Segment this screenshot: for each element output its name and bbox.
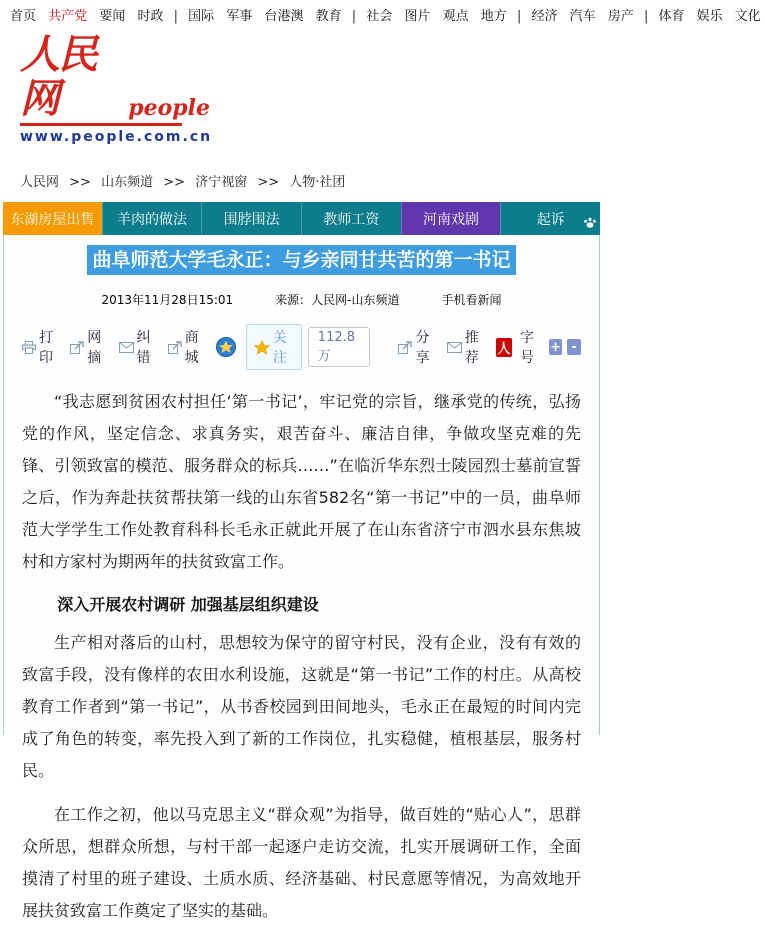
- people-daily-icon[interactable]: 人: [496, 338, 512, 357]
- nav-separator: |: [351, 9, 357, 24]
- nav-separator: |: [173, 9, 179, 24]
- breadcrumb-people-groups[interactable]: 人物·社团: [289, 175, 346, 190]
- nav-separator: |: [516, 9, 522, 24]
- breadcrumb-jining[interactable]: 济宁视窗: [195, 175, 248, 190]
- nav-item-economy[interactable]: 经济: [531, 9, 558, 24]
- tab-label: 羊肉的做法: [117, 211, 187, 228]
- mall-button[interactable]: [168, 327, 206, 367]
- tab-donghu-housing[interactable]: [3, 202, 102, 235]
- article-title: 曲阜师范大学毛永正：与乡亲同甘共苦的第一书记: [87, 245, 515, 275]
- digest-label: 网摘: [87, 330, 102, 366]
- nav-separator: |: [643, 9, 649, 24]
- breadcrumb-shandong[interactable]: 山东频道: [101, 175, 154, 190]
- nav-item-realestate[interactable]: 房产: [607, 9, 634, 24]
- nav-item-pictures[interactable]: 图片: [404, 9, 431, 24]
- export-icon: [168, 341, 182, 354]
- nav-item-politics[interactable]: 时政: [137, 9, 164, 24]
- article-source[interactable]: 来源：人民网-山东频道: [275, 293, 400, 307]
- logo-zh-text: 人民网: [20, 31, 96, 122]
- logo-url: www.people.com.cn: [20, 129, 213, 145]
- nav-item-military[interactable]: 军事: [226, 9, 253, 24]
- article-toolbar: [18, 330, 585, 366]
- tab-mutton-recipe[interactable]: [102, 202, 202, 235]
- nav-item-culture[interactable]: 文化: [734, 9, 761, 24]
- tab-label: 起诉: [536, 211, 565, 228]
- logo-underline: [20, 123, 182, 126]
- font-size-label: 字号: [519, 330, 534, 366]
- share-button[interactable]: [398, 327, 436, 367]
- breadcrumb-separator: >>: [163, 175, 186, 190]
- section-heading: 深入开展农村调研 加强基层组织建设: [57, 595, 319, 614]
- mail-icon: [447, 342, 462, 353]
- print-label: 打印: [39, 330, 53, 366]
- follow-star-icon: [254, 340, 270, 355]
- paragraph-2: 生产相对落后的山村，思想较为保守的留守村民，没有企业，没有有效的致富手段，没有像样的农田水利设施，这就是“第一书记”工作的村庄。从高校教育工作者到“第一书记”，从书香校园到田间地头，毛永正在最短的时间内完成了角色的转变，率先投入到了新的工作岗位，扎实稳健，植根基层，服务村民。: [22, 633, 581, 780]
- tab-henan-opera[interactable]: [401, 202, 501, 235]
- tab-label: 围脖围法: [223, 211, 280, 228]
- mall-label: 商城: [184, 330, 199, 366]
- logo-en-text: people: [128, 95, 210, 121]
- web-digest-button[interactable]: [70, 327, 108, 367]
- tab-label: 河南戏剧: [423, 211, 480, 228]
- recommend-button[interactable]: [447, 327, 486, 367]
- correction-label: 纠错: [136, 330, 151, 366]
- nav-item-education[interactable]: 教育: [315, 9, 342, 24]
- article-meta: [18, 291, 585, 308]
- qzone-star-icon: [216, 337, 236, 357]
- follow-button[interactable]: [246, 324, 302, 370]
- tab-label: 教师工资: [323, 211, 380, 228]
- keyword-tab-bar: [3, 202, 600, 235]
- qzone-share-button[interactable]: [216, 337, 236, 357]
- follow-label: 关注: [272, 330, 287, 366]
- nav-item-society[interactable]: 社会: [366, 9, 393, 24]
- top-nav: [0, 0, 761, 27]
- share-label: 分享: [415, 330, 430, 366]
- article-body: [18, 386, 585, 927]
- font-increase-button[interactable]: +: [550, 339, 562, 355]
- export-icon: [70, 341, 84, 354]
- nav-item-local[interactable]: 地方: [480, 9, 507, 24]
- tab-lawsuit[interactable]: [500, 202, 600, 235]
- nav-item-entertainment[interactable]: 娱乐: [696, 9, 723, 24]
- nav-item-sports[interactable]: 体育: [658, 9, 685, 24]
- nav-item-world[interactable]: 国际: [188, 9, 215, 24]
- article-content-box: [3, 235, 600, 920]
- site-logo[interactable]: [0, 27, 213, 145]
- breadcrumb-separator: >>: [257, 175, 280, 190]
- paragraph-3: 在工作之初，他以马克思主义“群众观”为指导，做百姓的“贴心人”，思群众所思，想群众所想，与村干部一起逐户走访交流，扎实开展调研工作，全面摸清了村里的班子建设、土质水质、经济基础、村民意愿等情况，为高效地开展扶贫致富工作奠定了坚实的基础。: [22, 805, 581, 920]
- recommend-label: 推荐: [464, 330, 479, 366]
- follower-count-badge: 112.8万: [308, 327, 371, 367]
- nav-item-news[interactable]: 要闻: [99, 9, 126, 24]
- nav-item-party[interactable]: 共产党: [48, 9, 88, 24]
- breadcrumb: [0, 171, 603, 190]
- mobile-news-link[interactable]: 手机看新闻: [441, 293, 502, 307]
- nav-item-auto[interactable]: 汽车: [569, 9, 596, 24]
- tab-scarf-tying[interactable]: [201, 202, 301, 235]
- breadcrumb-separator: >>: [69, 175, 91, 190]
- paw-icon: [583, 216, 597, 233]
- printer-icon: [22, 341, 36, 354]
- breadcrumb-people[interactable]: 人民网: [20, 175, 60, 190]
- tab-teacher-salary[interactable]: [301, 202, 401, 235]
- error-report-button[interactable]: [119, 327, 158, 367]
- paragraph-1: “我志愿到贫困农村担任‘第一书记’，牢记党的宗旨，继承党的传统，弘扬党的作风，坚定信念、求真务实，艰苦奋斗、廉洁自律，争做攻坚克难的先锋、引领致富的模范、服务群众的标兵……”在临沂华东烈士陵园烈士墓前宣誓之后，作为奔赴扶贫帮扶第一线的山东省582名“第一书记”中的一员，曲阜师范大学学生工作处教育科科长毛永正就此开展了在山东省济宁市泗水县东焦坡村和方家村为期两年的扶贫致富工作。: [22, 392, 581, 571]
- export-icon: [398, 341, 412, 354]
- article-date: 2013年11月28日15:01: [101, 293, 234, 307]
- mail-icon: [119, 342, 134, 353]
- nav-item-opinion[interactable]: 观点: [442, 9, 469, 24]
- nav-item-home[interactable]: 首页: [10, 9, 37, 24]
- tab-label: 东湖房屋出售: [10, 211, 95, 228]
- nav-item-taiwan-hk[interactable]: 台港澳: [264, 9, 304, 24]
- print-button[interactable]: [22, 327, 60, 367]
- font-decrease-button[interactable]: -: [567, 339, 581, 355]
